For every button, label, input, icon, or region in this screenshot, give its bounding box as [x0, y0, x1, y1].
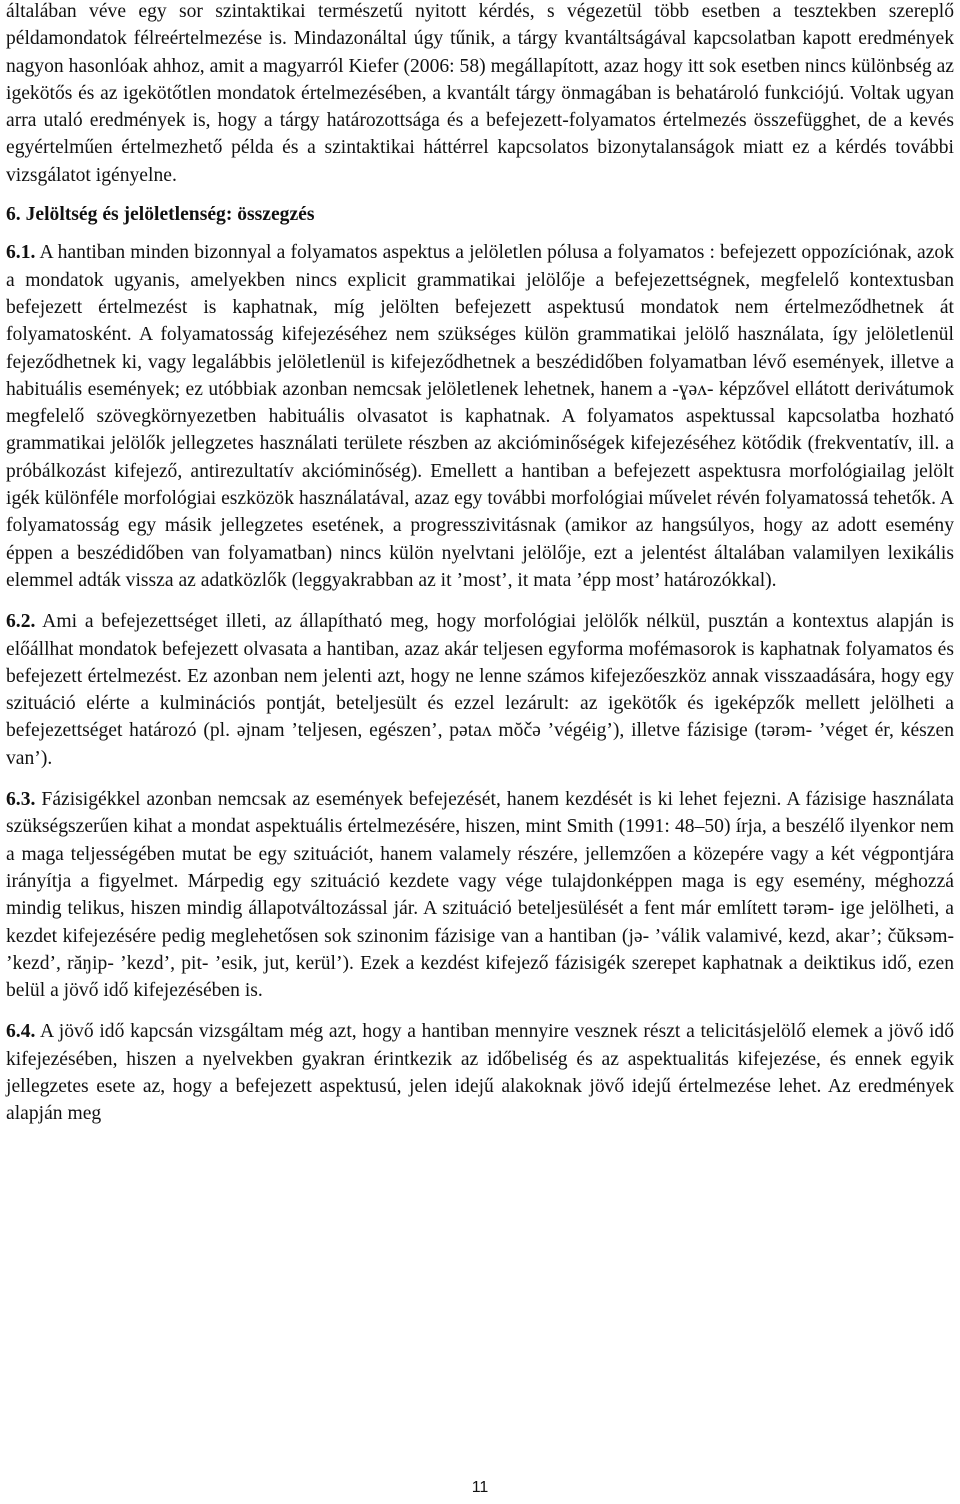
section-heading: 6. Jelöltség és jelöletlenség: összegzés: [6, 204, 315, 226]
section-paragraph-6-4: [6, 1018, 954, 1127]
section-number: 6.2.: [6, 611, 36, 633]
section-text: Fázisigékkel azonban nemcsak az események befejezését, hanem kezdését is ki lehet fejezni. A fázisige használata szükségszerűen kihat a mondat aspektuális értelmezésére, hiszen, mint Smith (1991: 48–50) írja, a beszélő ilyenkor nem a maga teljességében mutat be egy szituációt, hanem valamely részére, jellemzően a közepére vagy a két végpontjára irányítja a figyelmet. Márpedig egy szituáció kezdete vagy vége tulajdonképpen maga is egy esemény, méghozzá mindig telikus, hiszen mindig állapotváltozással jár. A szituáció beteljesülését a fent már említett tərəm- ige jelölheti, a kezdet kifejezésére pedig meglehetősen sok szinonim fázisige van a hantiban (jə- ’válik valamivé, kezd, akar’; čŭksəm- ’kezd’, răŋip- ’kezd’, pit- ’esik, jut, kerül’). Ezek a kezdést kifejező fázisigék szerepet kaphatnak a deiktikus idő, ezen belül a jövő idő kifejezésében is.: [6, 789, 954, 1002]
section-text: A jövő idő kapcsán vizsgáltam még azt, hogy a hantiban mennyire vesznek részt a telicitásjelölő elemek a jövő idő kifejezésében, hiszen a nyelvekben gyakran érintkezik az időbeliség és az aspektualitás kifejezése, és ennek egyik jellegzetes esete az, hogy a befejezett aspektusú, jelen idejű alakoknak jövő idejű értelmezése lehet. Az eredmények alapján meg: [6, 1021, 954, 1125]
section-text: A hantiban minden bizonnyal a folyamatos aspektus a jelöletlen pólusa a folyamatos : befejezett oppozíciónak, azok a mondatok ugyanis, amelyekben nincs explicit grammatikai jelölője a befejezettségnek, megfelelő kontextusban befejezett értelmezést is kaphatnak, míg jelölten befejezett aspektusú mondatok nem értelmeződhetnek át folyamatosként. A folyamatosság kifejezéséhez nem szükséges külön grammatikai jelölő használata, így jelöletlenül fejeződhetnek ki, vagy legalábbis jelöletlenül is kifejeződhetnek a beszédidőben folyamatban lévő események, illetve a habituális események; ez utóbbiak azonban nemcsak jelöletlenek lehetnek, hanem a -ɣəʌ- képzővel ellátott derivátumok megfelelő szövegkörnyezetben habituális olvasatot is kaphatnak. A folyamatos aspektussal kapcsolatba hozható grammatikai jelölők jellegzetes használati területe részben az akcióminőségek kifejezéséhez kötődik (frekventatív, ill. a próbálkozást kifejező, antirezultatív akcióminőség). Emellett a hantiban a befejezett aspektusra morfológiailag jelölt igék különféle morfológiai eszközök használatával, azaz egy további morfológiai művelet révén folyamatossá tehetők. A folyamatosság egy másik jellegzetes esetének, a progresszivitásnak (amikor az hangsúlyos, hogy az adott esemény éppen a beszédidőben van folyamatban) nincs külön nyelvtani jelölője, ezt a jelentést általában valamilyen lexikális elemmel adták vissza az adatközlők (leggyakrabban az it ’most’, it mata ’épp most’ határozókkal).: [6, 242, 954, 591]
section-number: 6.4.: [6, 1021, 36, 1043]
section-paragraph-6-3: [6, 786, 954, 1004]
section-text: Ami a befejezettséget illeti, az állapítható meg, hogy morfológiai jelölők nélkül, pusztán a kontextus alapján is előállhat mondatok befejezett olvasata a hantiban, azaz akár teljesen egyforma mofémasorok is kaphatnak folyamatos és befejezett értelmezést. Ez azonban nem jelenti azt, hogy ne lenne számos kifejezőeszköz annak visszaadására, hogy egy szituáció elérte a kulminációs pontját, beteljesült és ezzel lezárult: az igekötők és igeképzők mellett jelölheti a befejezettséget határozó (pl. əjnam ’teljesen, egészen’, pətaʌ mŏčə ’végéig’), illetve fázisige (tərəm- ’véget ér, készen van’).: [6, 611, 954, 769]
section-number: 6.1.: [6, 242, 36, 264]
section-paragraph-6-1: [6, 239, 954, 594]
continuation-paragraph: általában véve egy sor szintaktikai természetű nyitott kérdés, s végezetül több esetben a tesztekben szereplő példamondatok félreértelmezése is. Mindazonáltal úgy tűnik, a tárgy kvantáltságával kapcsolatban kapott eredmények nagyon hasonlóak ahhoz, amit a magyarról Kiefer (2006: 58) megállapított, azaz hogy itt sok esetben nincs különbség az igekötős és az igekötőtlen mondatok értelmezésében, a kvantált tárgy önmagában is behatároló funkciójú. Voltak ugyan arra utaló eredmények is, hogy a tárgy határozottsága és a befejezett-folyamatos értelmezés összefügghet, de a kevés egyértelműen értelmezhető példa és a szintaktikai háttérrel kapcsolatos bizonytalanságok miatt ez a kérdés további vizsgálatot igényelne.: [6, 1, 954, 186]
section-paragraph-6-2: [6, 608, 954, 772]
section-number: 6.3.: [6, 789, 36, 811]
page-number: 11: [471, 1479, 489, 1496]
